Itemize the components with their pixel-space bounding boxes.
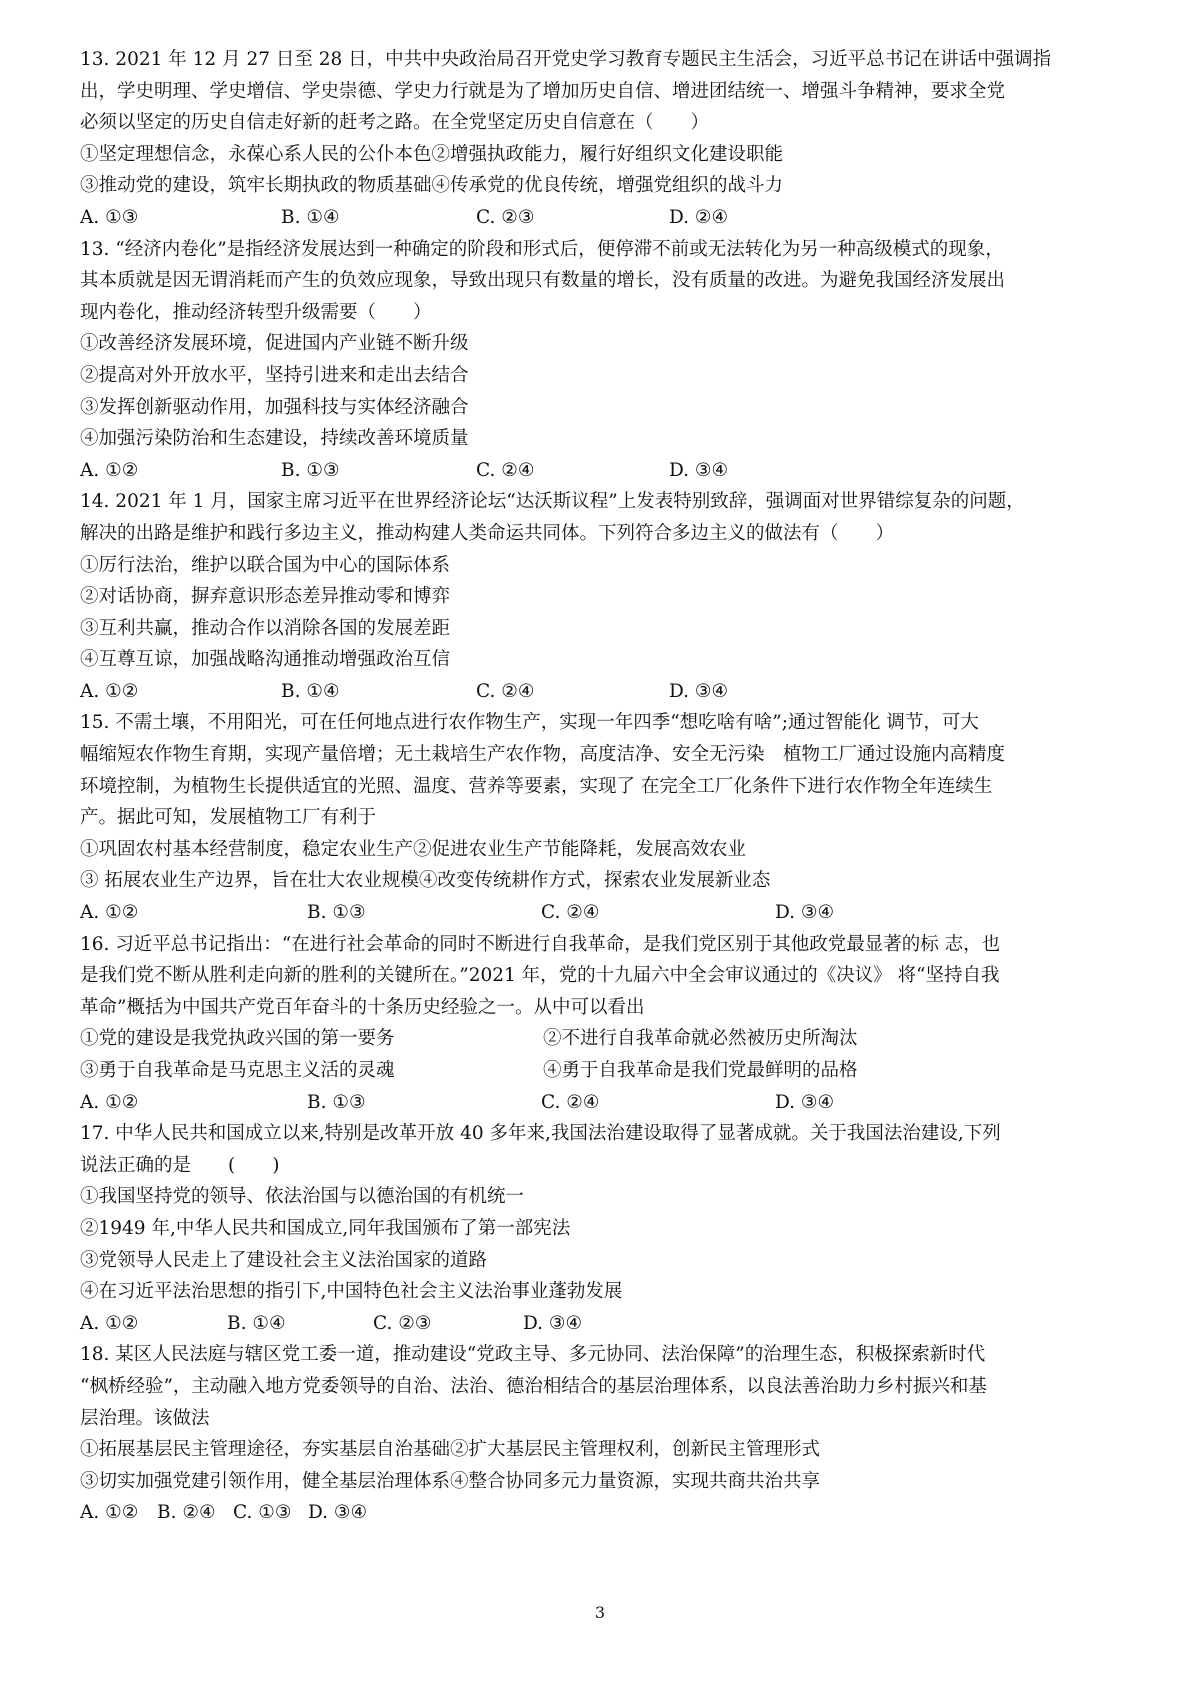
option-line: ③互利共赢，推动合作以消除各国的发展差距 — [80, 617, 451, 639]
choice-c: C. ②③ — [373, 1312, 432, 1334]
exam-page — [80, 44, 1140, 1529]
answer-choices — [80, 676, 1140, 708]
option-line: ①拓展基层民主管理途径，夯实基层自治基础②扩大基层民主管理权利，创新民主管理形式 — [80, 1439, 821, 1461]
option-line: ④加强污染防治和生态建设，持续改善环境质量 — [80, 428, 469, 450]
question-text-line: 是我们党不断从胜利走向新的胜利的关键所在。”2021 年，党的十九届六中全会审议通过的《决议》 将“坚持自我 — [80, 965, 1000, 987]
question-text-line: 16. 习近平总书记指出：“在进行社会革命的同时不断进行自我革命，是我们党区别于其他政党最显著的标 志，也 — [80, 933, 1001, 955]
choice-b: B. ①③ — [307, 902, 366, 924]
question-text-line: 出，学史明理、学史增信、学史崇德、学史力行就是为了增加历史自信、增进团结统一、增强斗争精神，要求全党 — [80, 80, 1006, 102]
choice-d: D. ③④ — [523, 1312, 583, 1334]
question-13a — [80, 44, 1140, 234]
option-line: ②对话协商，摒弃意识形态差异推动零和博弈 — [80, 586, 451, 608]
choice-c: C. ②④ — [541, 1091, 600, 1113]
choice-d: D. ②④ — [669, 206, 729, 228]
option-line: ③推动党的建设，筑牢长期执政的物质基础④传承党的优良传统，增强党组织的战斗力 — [80, 175, 784, 197]
question-text-line: 说法正确的是 ( ) — [80, 1154, 280, 1176]
option-line: ③切实加强党建引领作用，健全基层治理体系④整合协同多元力量资源，实现共商共治共享 — [80, 1470, 821, 1492]
choice-c: C. ②④ — [541, 902, 600, 924]
option-1: ①党的建设是我党执政兴国的第一要务 — [80, 1028, 395, 1050]
question-text-line: 18. 某区人民法庭与辖区党工委一道，推动建设“党政主导、多元协同、法治保障”的治理生态，积极探索新时代 — [80, 1344, 986, 1366]
option-line: ①坚定理想信念，永葆心系人民的公仆本色②增强执政能力，履行好组织文化建设职能 — [80, 143, 784, 165]
question-text-line: 解决的出路是维护和践行多边主义，推动构建人类命运共同体。下列符合多边主义的做法有（ ） — [80, 522, 895, 544]
question-text-line: 革命”概括为中国共产党百年奋斗的十条历史经验之一。从中可以看出 — [80, 996, 645, 1018]
page-number: 3 — [594, 1603, 606, 1622]
choice-c: C. ②④ — [476, 680, 535, 702]
question-14 — [80, 486, 1140, 707]
answer-choices — [80, 1308, 1140, 1340]
choice-b: B. ①④ — [281, 680, 340, 702]
choice-a: A. ①② — [80, 1502, 139, 1524]
option-4: ④勇于自我革命是我们党最鲜明的品格 — [543, 1060, 858, 1081]
choice-b: B. ①④ — [281, 206, 340, 228]
question-text-line: 14. 2021 年 1 月，国家主席习近平在世界经济论坛“达沃斯议程”上发表特别致辞，强调面对世界错综复杂的问题， — [80, 491, 1025, 513]
question-18 — [80, 1339, 1140, 1529]
option-3: ③勇于自我革命是马克思主义活的灵魂 — [80, 1060, 395, 1081]
option-line: ①我国坚持党的领导、依法治国与以德治国的有机统一 — [80, 1186, 525, 1208]
question-text-line: 环境控制，为植物生长提供适宜的光照、温度、营养等要素，实现了 在完全工厂化条件下进行农作物全年连续生 — [80, 775, 993, 797]
question-text-line: 必须以坚定的历史自信走好新的赶考之路。在全党坚定历史自信意在（ ） — [80, 112, 710, 134]
question-text-line: 幅缩短农作物生育期，实现产量倍增；无土栽培生产农作物，高度洁净、安全无污染 植物工厂通过设施内高精度 — [80, 744, 1006, 766]
choice-b: B. ①③ — [307, 1091, 366, 1113]
choice-a: A. ①② — [80, 1312, 139, 1334]
question-text-line: 17. 中华人民共和国成立以来,特别是改革开放 40 多年来,我国法治建设取得了显著成就。关于我国法治建设,下列 — [80, 1123, 1001, 1145]
question-text-line: “枫桥经验”，主动融入地方党委领导的自治、法治、德治相结合的基层治理体系，以良法善治助力乡村振兴和基 — [80, 1375, 987, 1397]
option-pair-row — [80, 1023, 1140, 1055]
choice-d: D. ③④ — [669, 459, 729, 481]
answer-choices — [80, 202, 1140, 234]
question-text-line: 层治理。该做法 — [80, 1407, 210, 1429]
option-line: ②1949 年,中华人民共和国成立,同年我国颁布了第一部宪法 — [80, 1217, 571, 1239]
option-line: ①巩固农村基本经营制度，稳定农业生产②促进农业生产节能降耗，发展高效农业 — [80, 838, 747, 860]
question-15 — [80, 707, 1140, 928]
choice-a: A. ①② — [80, 1091, 139, 1113]
choice-a: A. ①② — [80, 459, 139, 481]
choice-c: C. ①③ — [233, 1502, 292, 1524]
choice-a: A. ①② — [80, 680, 139, 702]
question-text-line: 现内卷化，推动经济转型升级需要（ ） — [80, 301, 432, 323]
option-2: ②不进行自我革命就必然被历史所淘汰 — [543, 1028, 858, 1050]
answer-choices — [80, 897, 1140, 929]
choice-a: A. ①② — [80, 902, 139, 924]
answer-choices — [80, 455, 1140, 487]
question-text-line: 13. 2021 年 12 月 27 日至 28 日，中共中央政治局召开党史学习教育专题民主生活会，习近平总书记在讲话中强调指 — [80, 49, 1052, 70]
answer-choices — [80, 1087, 1140, 1119]
option-line: ④在习近平法治思想的指引下,中国特色社会主义法治事业蓬勃发展 — [80, 1281, 623, 1303]
option-line: ②提高对外开放水平，坚持引进来和走出去结合 — [80, 364, 469, 386]
question-text-line: 15. 不需土壤，不用阳光，可在任何地点进行农作物生产，实现一年四季“想吃啥有啥”;通过智能化 调节，可大 — [80, 712, 979, 734]
option-line: ①改善经济发展环境，促进国内产业链不断升级 — [80, 333, 469, 355]
question-text-line: 13. “经济内卷化”是指经济发展达到一种确定的阶段和形式后，便停滞不前或无法转化为另一种高级模式的现象， — [80, 238, 1004, 260]
question-text-line: 产。据此可知，发展植物工厂有利于 — [80, 807, 377, 829]
choice-c: C. ②③ — [476, 206, 535, 228]
question-17 — [80, 1118, 1140, 1339]
choice-c: C. ②④ — [476, 459, 535, 481]
choice-d: D. ③④ — [669, 680, 729, 702]
option-line: ③发挥创新驱动作用，加强科技与实体经济融合 — [80, 396, 469, 418]
option-line: ①厉行法治，维护以联合国为中心的国际体系 — [80, 554, 451, 576]
question-16 — [80, 929, 1140, 1119]
option-line: ④互尊互谅，加强战略沟通推动增强政治互信 — [80, 649, 451, 671]
option-line: ③党领导人民走上了建设社会主义法治国家的道路 — [80, 1249, 488, 1271]
option-line: ③ 拓展农业生产边界，旨在壮大农业规模④改变传统耕作方式，探索农业发展新业态 — [80, 870, 771, 892]
choice-d: D. ③④ — [308, 1502, 368, 1524]
choice-b: B. ①③ — [281, 459, 340, 481]
choice-b: B. ②④ — [157, 1502, 216, 1524]
choice-b: B. ①④ — [227, 1312, 286, 1334]
choice-d: D. ③④ — [775, 902, 835, 924]
question-13b — [80, 234, 1140, 487]
answer-choices — [80, 1497, 1140, 1529]
choice-d: D. ③④ — [775, 1091, 835, 1113]
choice-a: A. ①③ — [80, 206, 139, 228]
option-pair-row — [80, 1055, 1140, 1087]
question-text-line: 其本质就是因无谓消耗而产生的负效应现象，导致出现只有数量的增长，没有质量的改进。为避免我国经济发展出 — [80, 270, 1006, 292]
